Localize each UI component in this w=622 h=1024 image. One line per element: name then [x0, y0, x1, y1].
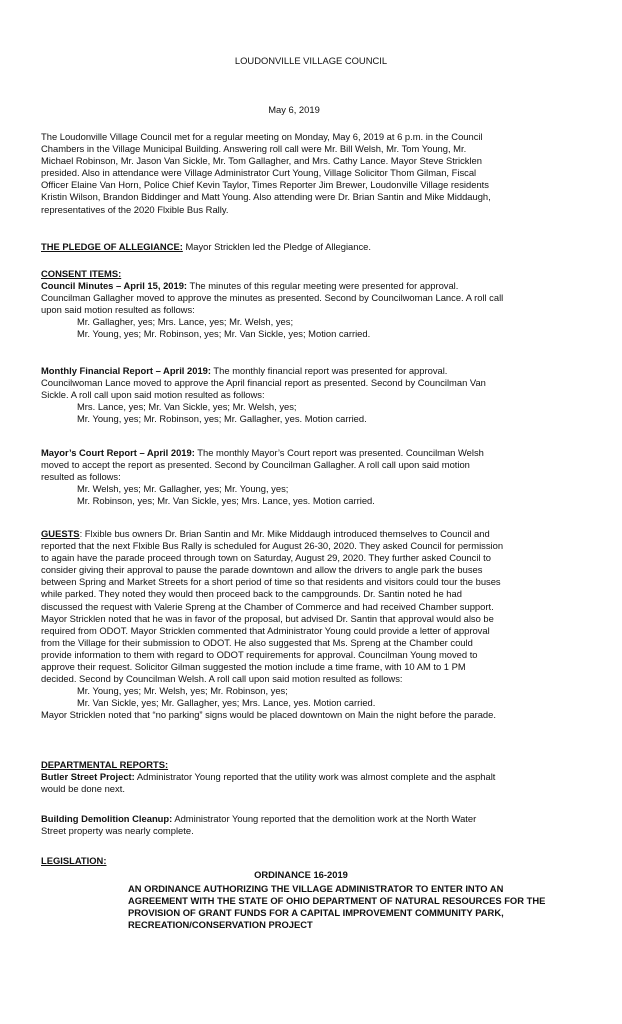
text-line: Street property was nearly complete.	[41, 825, 194, 837]
vote-line: Mr. Gallagher, yes; Mrs. Lance, yes; Mr. Welsh, yes;	[77, 316, 294, 328]
text-line: The Loudonville Village Council met for a regular meeting on Monday, May 6, 2019 at 6 p.m. in the Council	[41, 131, 483, 142]
consent-section	[41, 268, 581, 341]
text-line: to again have the parade proceed through town on Saturday, August 29, 2020. They further asked Council to	[41, 552, 491, 564]
text-line: AGREEMENT WITH THE STATE OF OHIO DEPARTMENT OF NATURAL RESOURCES FOR THE	[128, 895, 546, 907]
text-line: decided. Second by Councilman Welsh. A roll call upon said motion resulted as follows:	[41, 673, 403, 685]
text-line: upon said motion resulted as follows:	[41, 304, 195, 316]
text-line: Officer Elaine Van Horn, Police Chief Kevin Taylor, Times Reporter Jim Brewer, Loudonville Village residents	[41, 179, 489, 191]
text-line: presided. Also in attendance were Village Administrator Curt Young, Village Solicitor Thom Gilman, Fiscal	[41, 167, 477, 179]
ordinance-number: ORDINANCE 16-2019	[254, 869, 348, 880]
text-line: Mayor Stricklen noted that he was in favor of the proposal, but advised Dr. Santin that approval would also be	[41, 612, 494, 624]
text-line: while parked. They noted they would then proceed back to the campgrounds. Dr. Santin noted he had	[41, 588, 462, 600]
departmental-section	[41, 759, 581, 795]
vote-line: Mr. Young, yes; Mr. Robinson, yes; Mr. Van Sickle, yes; Motion carried.	[77, 328, 371, 340]
text-line: : Flxible bus owners Dr. Brian Santin and Mr. Mike Middaugh introduced themselves to Council and	[79, 528, 490, 539]
text-line: Kristin Wilson, Brandon Biddinger and Matt Young. Also attending were Dr. Brian Santin and Mike Middaugh,	[41, 191, 491, 203]
text-line: Administrator Young reported that the utility work was almost complete and the asphalt	[134, 771, 496, 783]
pledge-text: Mayor Stricklen led the Pledge of Allegiance.	[182, 241, 371, 252]
text-line: from the Village for their submission to ODOT. He also suggested that Ms. Spreng at the Chamber could	[41, 636, 473, 648]
mayors-court-section	[41, 447, 581, 507]
demolition-section	[41, 813, 581, 837]
guests-section	[41, 528, 581, 722]
text-line: discussed the request with Valerie Spreng at the Chamber of Commerce and had received Chamber support.	[41, 600, 494, 612]
text-line: AN ORDINANCE AUTHORIZING THE VILLAGE ADMINISTRATOR TO ENTER INTO AN	[128, 883, 504, 894]
vote-line: Mr. Young, yes; Mr. Robinson, yes; Mr. Gallagher, yes. Motion carried.	[77, 413, 367, 425]
text-line: The monthly financial report was presented for approval.	[211, 365, 448, 376]
vote-line: Mr. Van Sickle, yes; Mr. Gallagher, yes; Mrs. Lance, yes. Motion carried.	[77, 697, 376, 709]
text-line: Sickle. A roll call upon said motion resulted as follows:	[41, 389, 265, 401]
text-line: representatives of the 2020 Flxible Bus Rally.	[41, 203, 229, 215]
vote-line: Mr. Welsh, yes; Mr. Gallagher, yes; Mr. Young, yes;	[77, 483, 289, 495]
butler-street-title: Butler Street Project:	[41, 771, 135, 783]
text-line: Councilwoman Lance moved to approve the April financial report as presented. Second by Councilman Van	[41, 377, 486, 389]
pledge-section	[41, 241, 581, 253]
text-line: moved to accept the report as presented. Second by Councilman Gallagher. A roll call upon said motion	[41, 459, 470, 471]
legislation-heading: LEGISLATION:	[41, 855, 107, 866]
text-line: would be done next.	[41, 783, 125, 795]
departmental-heading: DEPARTMENTAL REPORTS:	[41, 759, 169, 770]
intro-paragraph	[41, 131, 581, 216]
guests-heading: GUESTS	[41, 528, 80, 539]
vote-line: Mrs. Lance, yes; Mr. Van Sickle, yes; Mr. Welsh, yes;	[77, 401, 297, 413]
text-line: required from ODOT. Mayor Stricklen commented that Administrator Young could provide a letter of approval	[41, 624, 490, 636]
financial-report-title: Monthly Financial Report – April 2019:	[41, 365, 211, 376]
text-line: Councilman Gallagher moved to approve the minutes as presented. Second by Councilwoman Lance. A roll call	[41, 292, 504, 304]
text-line: Mayor Stricklen noted that “no parking” signs would be placed downtown on Main the night before the parade.	[41, 709, 496, 721]
text-line: reported that the next Flxible Bus Rally is scheduled for August 26-30, 2020. They asked Council for permission	[41, 540, 504, 552]
legislation-section	[41, 855, 581, 867]
text-line: The minutes of this regular meeting were presented for approval.	[187, 280, 459, 292]
text-line: between Spring and Market Streets for a short period of time so that residents and visitors could tour the buses	[41, 576, 501, 588]
text-line: approve their request. Solicitor Gilman suggested the motion include a time frame, with 10 AM to 1 PM	[41, 661, 466, 673]
text-line: The monthly Mayor’s Court report was presented. Councilman Welsh	[194, 447, 484, 458]
text-line: provide information to them with regard to ODOT requirements for approval. Councilman Young moved to	[41, 648, 478, 660]
text-line: resulted as follows:	[41, 471, 121, 483]
vote-line: Mr. Young, yes; Mr. Welsh, yes; Mr. Robinson, yes;	[77, 685, 288, 697]
council-minutes-title: Council Minutes – April 15, 2019:	[41, 280, 188, 292]
text-line: PROVISION OF GRANT FUNDS FOR A CAPITAL IMPROVEMENT COMMUNITY PARK,	[128, 907, 504, 919]
text-line: consider giving their approval to pause the parade downtown and allow the drivers to angle park the buses	[41, 564, 483, 576]
text-line: Administrator Young reported that the demolition work at the North Water	[172, 813, 477, 824]
council-title: LOUDONVILLE VILLAGE COUNCIL	[234, 55, 388, 66]
meeting-date: May 6, 2019	[268, 104, 320, 115]
text-line: Michael Robinson, Mr. Jason Van Sickle, Mr. Tom Gallagher, and Mrs. Cathy Lance. Mayor Steve Stricklen	[41, 155, 482, 167]
vote-line: Mr. Robinson, yes; Mr. Van Sickle, yes; Mrs. Lance, yes. Motion carried.	[77, 495, 375, 507]
mayors-court-title: Mayor’s Court Report – April 2019:	[41, 447, 195, 458]
demolition-title: Building Demolition Cleanup:	[41, 813, 173, 824]
text-line: Chambers in the Village Municipal Building. Answering roll call were Mr. Bill Welsh, Mr. Tom Young, Mr.	[41, 143, 467, 155]
consent-heading: CONSENT ITEMS:	[41, 268, 122, 279]
ordinance-title	[128, 883, 568, 931]
financial-report-section	[41, 365, 581, 425]
pledge-heading: THE PLEDGE OF ALLEGIANCE:	[41, 241, 183, 252]
text-line: RECREATION/CONSERVATION PROJECT	[128, 919, 313, 931]
